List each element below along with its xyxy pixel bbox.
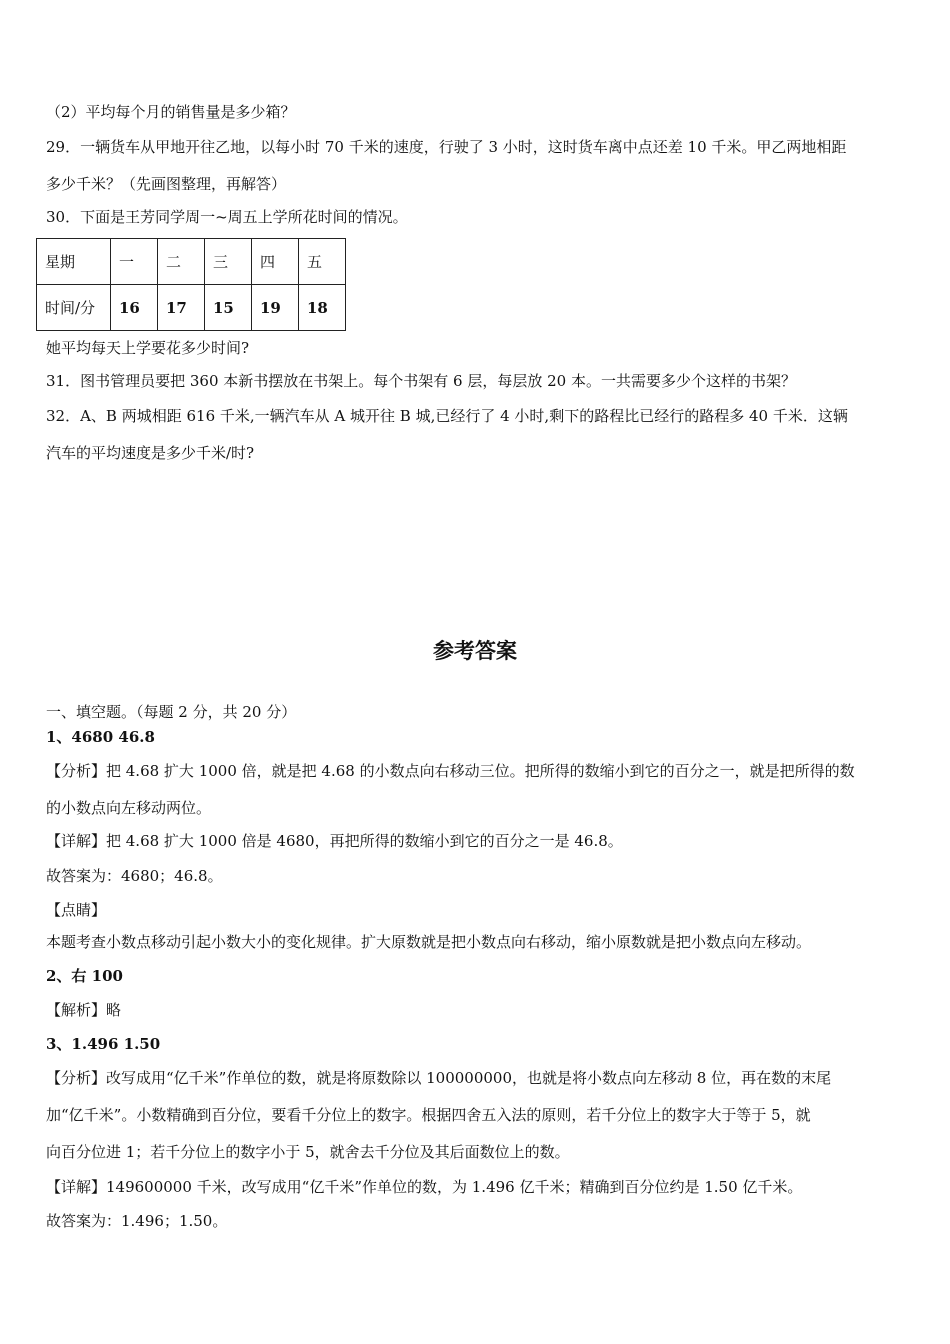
answers-title: 参考答案 (433, 638, 517, 663)
question-32-line-1: 32．A、B 两城相距 616 千米,一辆汽车从 A 城开往 B 城,已经行了 4 小时,剩下的路程比已经行的路程多 40 千米．这辆 (46, 407, 848, 425)
question-30-question: 她平均每天上学要花多少时间? (46, 339, 250, 357)
answer-1-analysis-line-2: 的小数点向左移动两位。 (46, 799, 212, 817)
question-28-part-2: （2）平均每个月的销售量是多少箱？ (46, 103, 296, 121)
table-cell-day: 三 (205, 239, 252, 285)
question-32-line-2: 汽车的平均速度是多少千米/时? (46, 444, 255, 462)
answer-3: 3、1.496 1.50 (46, 1035, 161, 1053)
table-row (37, 285, 346, 331)
table-cell-minutes: 17 (158, 285, 205, 331)
answer-2-analysis: 【解析】略 (46, 1001, 122, 1019)
question-29-line-1: 29．一辆货车从甲地开往乙地，以每小时 70 千米的速度，行驶了 3 小时，这时货车离中点还差 10 千米。甲乙两地相距 (46, 138, 847, 156)
table-header-weekday: 星期 (37, 239, 111, 285)
answer-1-comment-label: 【点睛】 (46, 901, 107, 919)
table-cell-day: 一 (111, 239, 158, 285)
section-1-heading: 一、填空题。（每题 2 分，共 20 分） (46, 703, 297, 721)
table-cell-day: 五 (299, 239, 346, 285)
table-cell-day: 二 (158, 239, 205, 285)
answer-1-detail: 【详解】把 4.68 扩大 1000 倍是 4680，再把所得的数缩小到它的百分之一是 46.8。 (46, 832, 623, 850)
table-cell-minutes: 16 (111, 285, 158, 331)
answer-3-final: 故答案为：1.496；1.50。 (46, 1212, 228, 1230)
answer-1-analysis-line-1: 【分析】把 4.68 扩大 1000 倍，就是把 4.68 的小数点向右移动三位。把所得的数缩小到它的百分之一，就是把所得的数 (46, 762, 855, 780)
table-cell-minutes: 15 (205, 285, 252, 331)
question-30-intro: 30．下面是王芳同学周一~周五上学所花时间的情况。 (46, 208, 408, 226)
question-31: 31．图书管理员要把 360 本新书摆放在书架上。每个书架有 6 层，每层放 20 本。一共需要多少个这样的书架？ (46, 372, 796, 390)
table-cell-minutes: 18 (299, 285, 346, 331)
commute-time-table (36, 238, 346, 331)
answer-3-analysis-line-3: 向百分位进 1；若千分位上的数字小于 5，就舍去千分位及其后面数位上的数。 (46, 1143, 570, 1161)
table-row (37, 239, 346, 285)
table-cell-minutes: 19 (252, 285, 299, 331)
question-29-line-2: 多少千米？（先画图整理，再解答） (46, 175, 287, 193)
answer-1-comment: 本题考查小数点移动引起小数大小的变化规律。扩大原数就是把小数点向右移动，缩小原数就是把小数点向左移动。 (46, 933, 812, 951)
answer-2: 2、右 100 (46, 967, 123, 985)
table-header-minutes: 时间/分 (37, 285, 111, 331)
answer-3-detail: 【详解】149600000 千米，改写成用“亿千米”作单位的数，为 1.496 亿千米；精确到百分位约是 1.50 亿千米。 (46, 1178, 803, 1196)
answer-3-analysis-line-2: 加“亿千米”。小数精确到百分位，要看千分位上的数字。根据四舍五入法的原则，若千分位上的数字大于等于 5，就 (46, 1106, 811, 1124)
table-cell-day: 四 (252, 239, 299, 285)
answer-1-final: 故答案为：4680；46.8。 (46, 867, 223, 885)
answer-1: 1、4680 46.8 (46, 728, 155, 746)
answer-3-analysis-line-1: 【分析】改写成用“亿千米”作单位的数，就是将原数除以 100000000，也就是将小数点向左移动 8 位，再在数的末尾 (46, 1069, 832, 1087)
